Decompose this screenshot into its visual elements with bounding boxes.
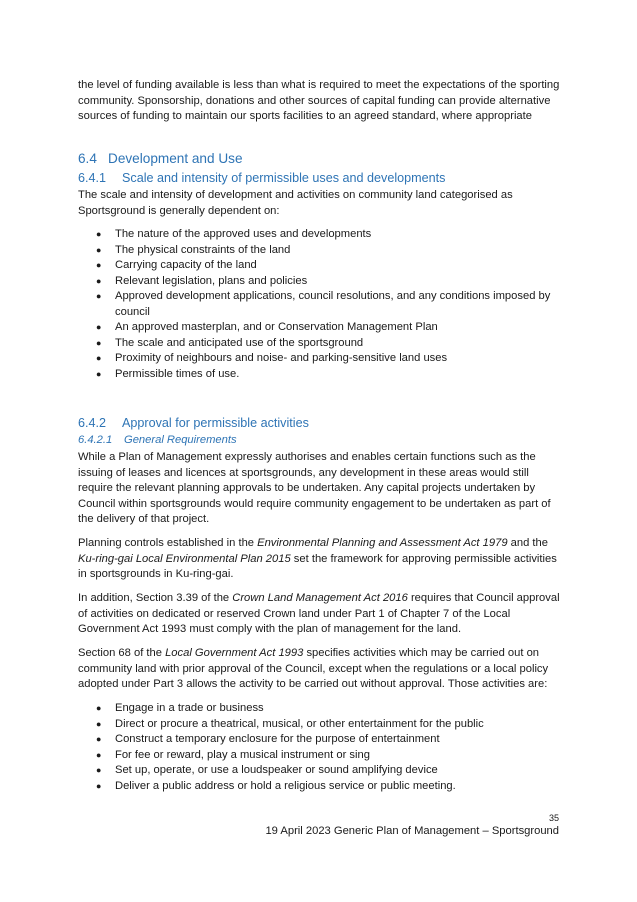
- page-number: 35: [548, 813, 559, 823]
- section-heading-6-4: [78, 151, 243, 166]
- act-title: Crown Land Management Act 2016: [232, 592, 408, 604]
- intro-paragraph: [78, 78, 560, 125]
- list-item: ● The physical constraints of the land: [96, 243, 556, 259]
- section-number: 6.4.2.1: [78, 434, 113, 446]
- text-run: Planning controls established in the: [78, 537, 258, 549]
- list-item: ● Proximity of neighbours and noise- and parking-sensitive land uses: [96, 351, 556, 367]
- section-number: 6.4.2: [78, 416, 107, 430]
- act-title: Environmental Planning and Assessment Act 1979: [257, 537, 508, 549]
- intro-line: community. Sponsorship, donations and other sources of capital funding can provide alternative: [78, 94, 551, 107]
- section-heading-6-4-1: [78, 171, 445, 185]
- list-item: ● Engage in a trade or business: [96, 701, 556, 717]
- intro-line: sources of funding to maintain our sports facilities to an agreed standard, where appropriate: [78, 110, 532, 122]
- text-run: Section 68 of the: [78, 647, 166, 659]
- section-heading-6-4-2-1: [78, 434, 237, 446]
- list-item: ● An approved masterplan, and or Conservation Management Plan: [96, 320, 556, 336]
- crown-land-paragraph: [78, 591, 560, 638]
- plan-title: Ku-ring-gai Local Environmental Plan 2015: [78, 552, 291, 565]
- footer-text: 19 April 2023 Generic Plan of Management – Sportsground: [265, 825, 559, 837]
- list-item: ● Permissible times of use.: [96, 367, 556, 383]
- section-number: 6.4.1: [78, 171, 107, 185]
- list-item: ● Construct a temporary enclosure for the purpose of entertainment: [96, 732, 556, 748]
- list-item: ● Deliver a public address or hold a religious service or public meeting.: [96, 779, 556, 795]
- list-item: ● For fee or reward, play a musical instrument or sing: [96, 748, 556, 764]
- intro-line: the level of funding available is less than what is required to meet the expectations of the sporting: [78, 79, 560, 91]
- text-run: requires that Council approval of activities on dedicated or reserved Crown land under Part 1 of Chapter 7 of the Local Government Act 1993 must comply with the plan of management for the land.: [78, 592, 560, 635]
- section-title: Scale and intensity of permissible uses and developments: [122, 171, 446, 185]
- list-item: ● Carrying capacity of the land: [96, 258, 556, 274]
- scale-factors-list: [96, 227, 556, 382]
- general-requirements-paragraph: While a Plan of Management expressly authorises and enables certain functions such as the issuing of leases and licences at sportsgrounds, any development in these areas would still require the relevant planning approvals to be undertaken. Any capital projects undertaken by Council within sportsgrounds would require community engagement to be undertaken as part of the delivery of that project.: [78, 451, 551, 525]
- list-item: ● The nature of the approved uses and developments: [96, 227, 556, 243]
- text-run: set the framework for approving permissible activities in sportsgrounds in Ku-ring-gai.: [78, 552, 557, 580]
- planning-controls-paragraph: [78, 536, 560, 583]
- list-item: ● Approved development applications, council resolutions, and any conditions imposed by council: [96, 289, 556, 320]
- text-run: specifies activities which may be carried out on community land with prior approval of the Council, except when the regulations or a local policy adopted under Part 3 allows the activity to be carried out without approval. Those activities are:: [78, 647, 549, 690]
- list-item: ● Set up, operate, or use a loudspeaker or sound amplifying device: [96, 763, 556, 779]
- act-title: Local Government Act 1993: [165, 647, 304, 659]
- section-title: Development and Use: [108, 151, 243, 166]
- list-item: ● The scale and anticipated use of the sportsground: [96, 336, 556, 352]
- section-68-paragraph: [78, 646, 560, 693]
- text-run: and the: [507, 537, 548, 549]
- text-run: In addition, Section 3.39 of the: [78, 592, 233, 604]
- list-item: ● Relevant legislation, plans and policies: [96, 274, 556, 290]
- section-title: General Requirements: [124, 434, 237, 446]
- section-heading-6-4-2: [78, 416, 309, 430]
- section-68-activities-list: [96, 701, 556, 794]
- section-6-4-1-body: The scale and intensity of development and activities on community land categorised as Sportsground is generally dependent on:: [78, 189, 513, 217]
- section-title: Approval for permissible activities: [122, 416, 309, 430]
- section-number: 6.4: [78, 151, 97, 166]
- list-item: ● Direct or procure a theatrical, musical, or other entertainment for the public: [96, 717, 556, 733]
